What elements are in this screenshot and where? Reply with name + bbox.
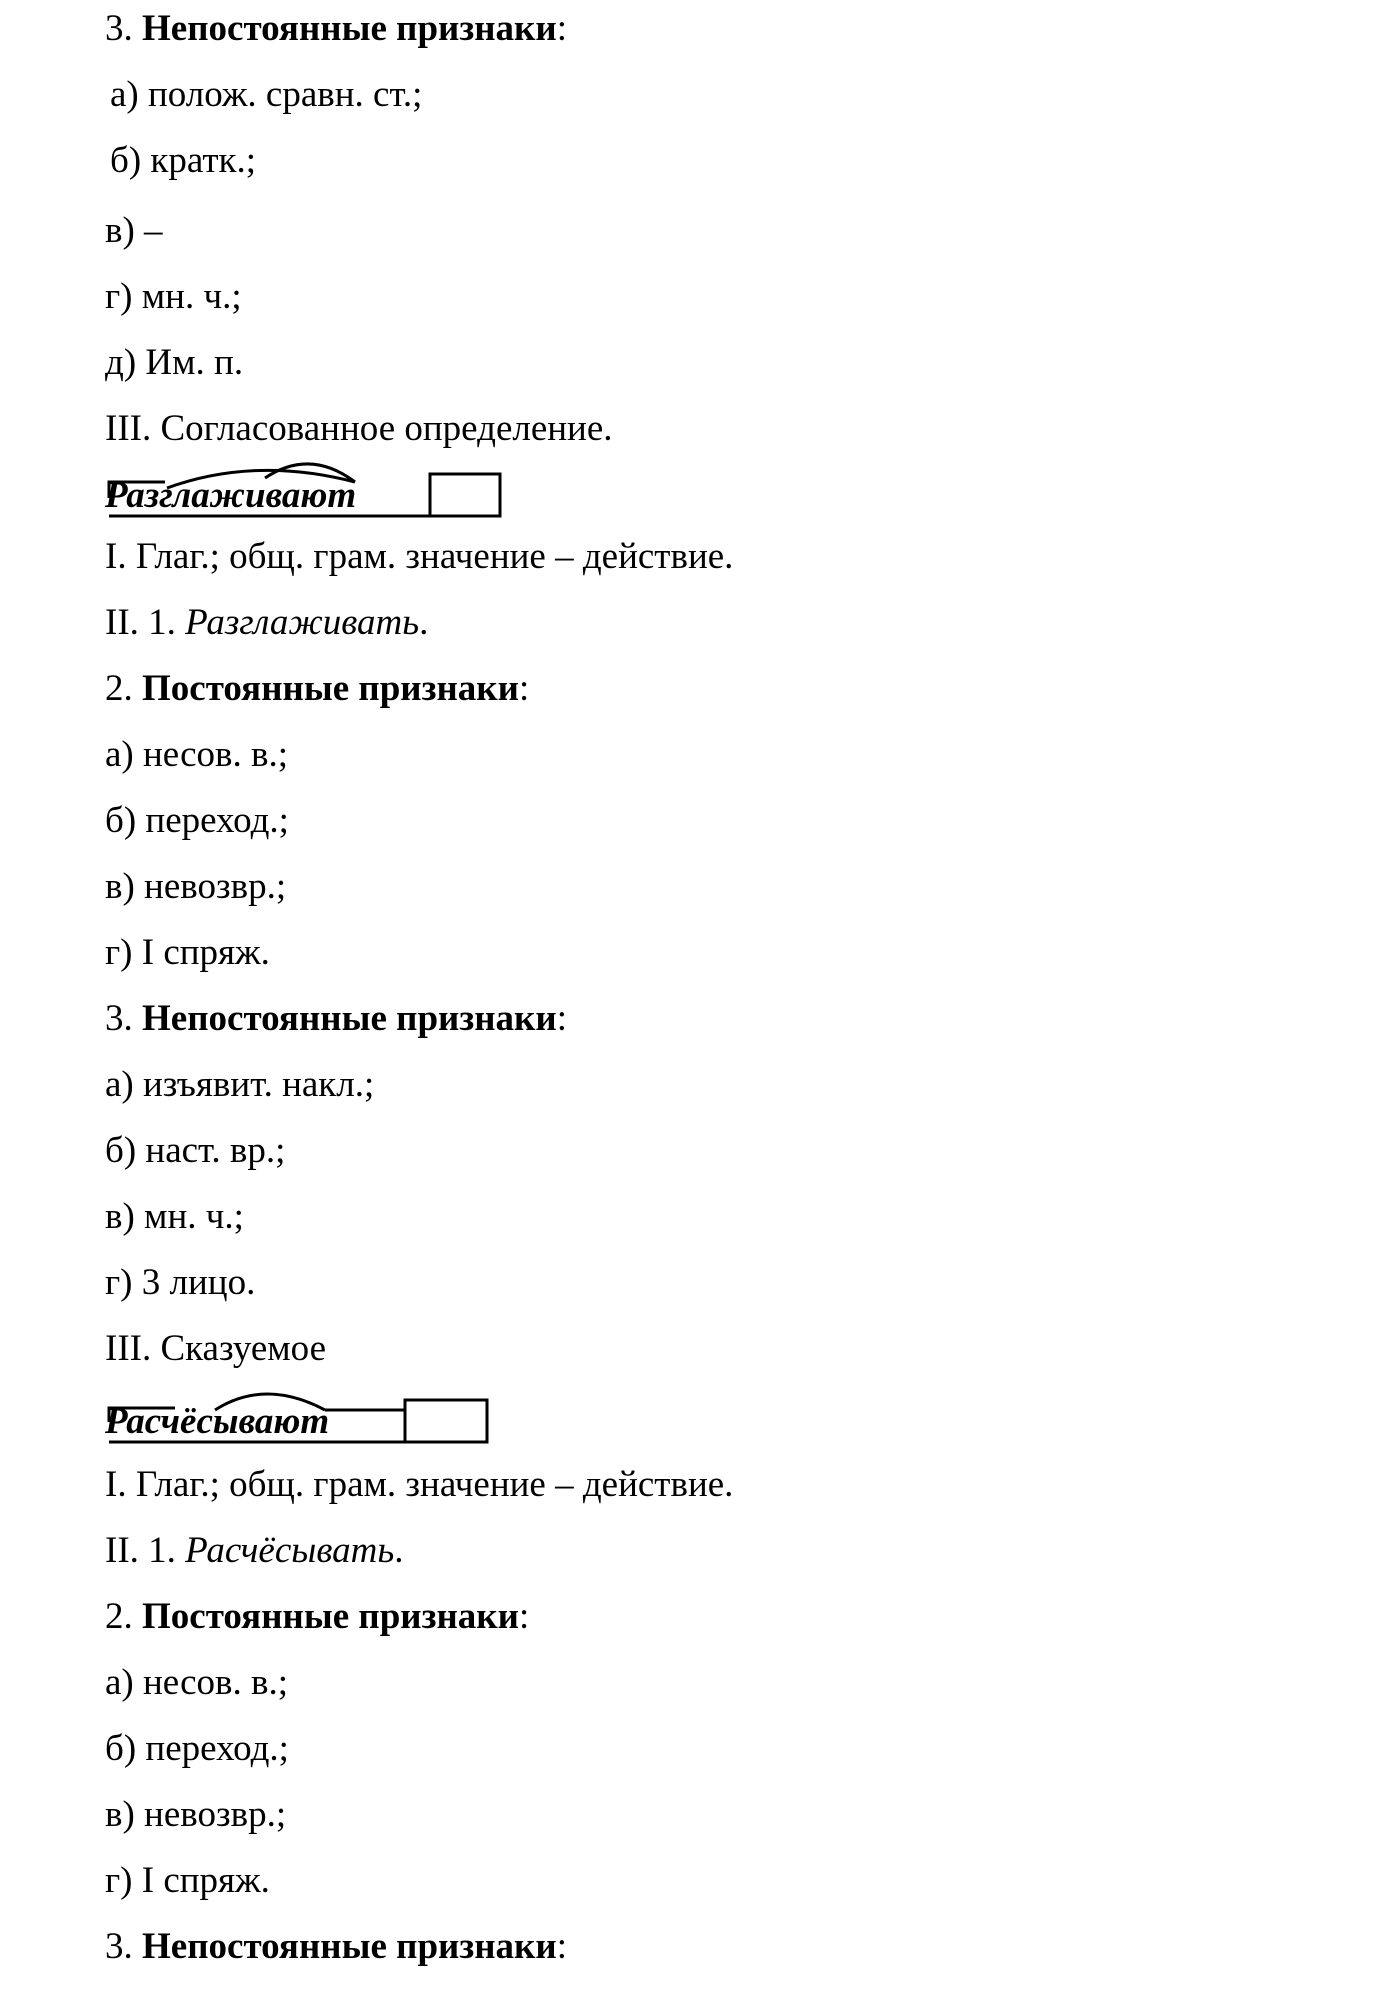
feature-item: в) мн. ч.; xyxy=(105,1196,244,1237)
feature-item: а) несов. в.; xyxy=(105,734,289,775)
feature-item: а) полож. сравн. ст.; xyxy=(110,74,423,115)
feature-item: б) переход.; xyxy=(105,1728,289,1769)
feature-item: в) невозвр.; xyxy=(105,866,287,907)
feature-item: а) изъявит. накл.; xyxy=(105,1064,375,1105)
feature-item: а) несов. в.; xyxy=(105,1662,289,1703)
feature-item: д) Им. п. xyxy=(105,342,244,383)
permanent-heading-1: 2. Постоянные признаки: xyxy=(105,668,530,709)
syntax-role: III. Согласованное определение. xyxy=(105,408,613,449)
feature-item: в) невозвр.; xyxy=(105,1794,287,1835)
syntax-role: III. Сказуемое xyxy=(105,1328,327,1369)
feature-item: г) 3 лицо. xyxy=(105,1262,256,1303)
ending-box xyxy=(405,1400,487,1442)
feature-item: г) I спряж. xyxy=(105,1860,270,1901)
nonpermanent-heading-1: 3. Непостоянные признаки: xyxy=(105,8,567,49)
parsed-word: Разглаживают xyxy=(105,475,357,516)
feature-item: в) – xyxy=(105,210,163,251)
initial-form-line: II. 1. Разглаживать. xyxy=(105,602,429,643)
ending-box xyxy=(430,474,500,516)
feature-item: г) мн. ч.; xyxy=(105,276,242,317)
morpheme-parse-word-2 xyxy=(105,1364,525,1444)
feature-item: б) наст. вр.; xyxy=(105,1130,286,1171)
initial-form-line: II. 1. Расчёсывать. xyxy=(105,1530,404,1571)
feature-item: г) I спряж. xyxy=(105,932,270,973)
pos-line: I. Глаг.; общ. грам. значение – действие. xyxy=(105,1464,734,1505)
nonpermanent-heading-2: 3. Непостоянные признаки: xyxy=(105,998,567,1039)
nonpermanent-heading-3: 3. Непостоянные признаки: xyxy=(105,1926,567,1967)
permanent-heading-2: 2. Постоянные признаки: xyxy=(105,1596,530,1637)
morpheme-parse-word-1 xyxy=(105,438,525,518)
feature-item: б) кратк.; xyxy=(110,140,257,181)
pos-line: I. Глаг.; общ. грам. значение – действие. xyxy=(105,536,734,577)
feature-item: б) переход.; xyxy=(105,800,289,841)
parsed-word: Расчёсывают xyxy=(105,1401,330,1442)
